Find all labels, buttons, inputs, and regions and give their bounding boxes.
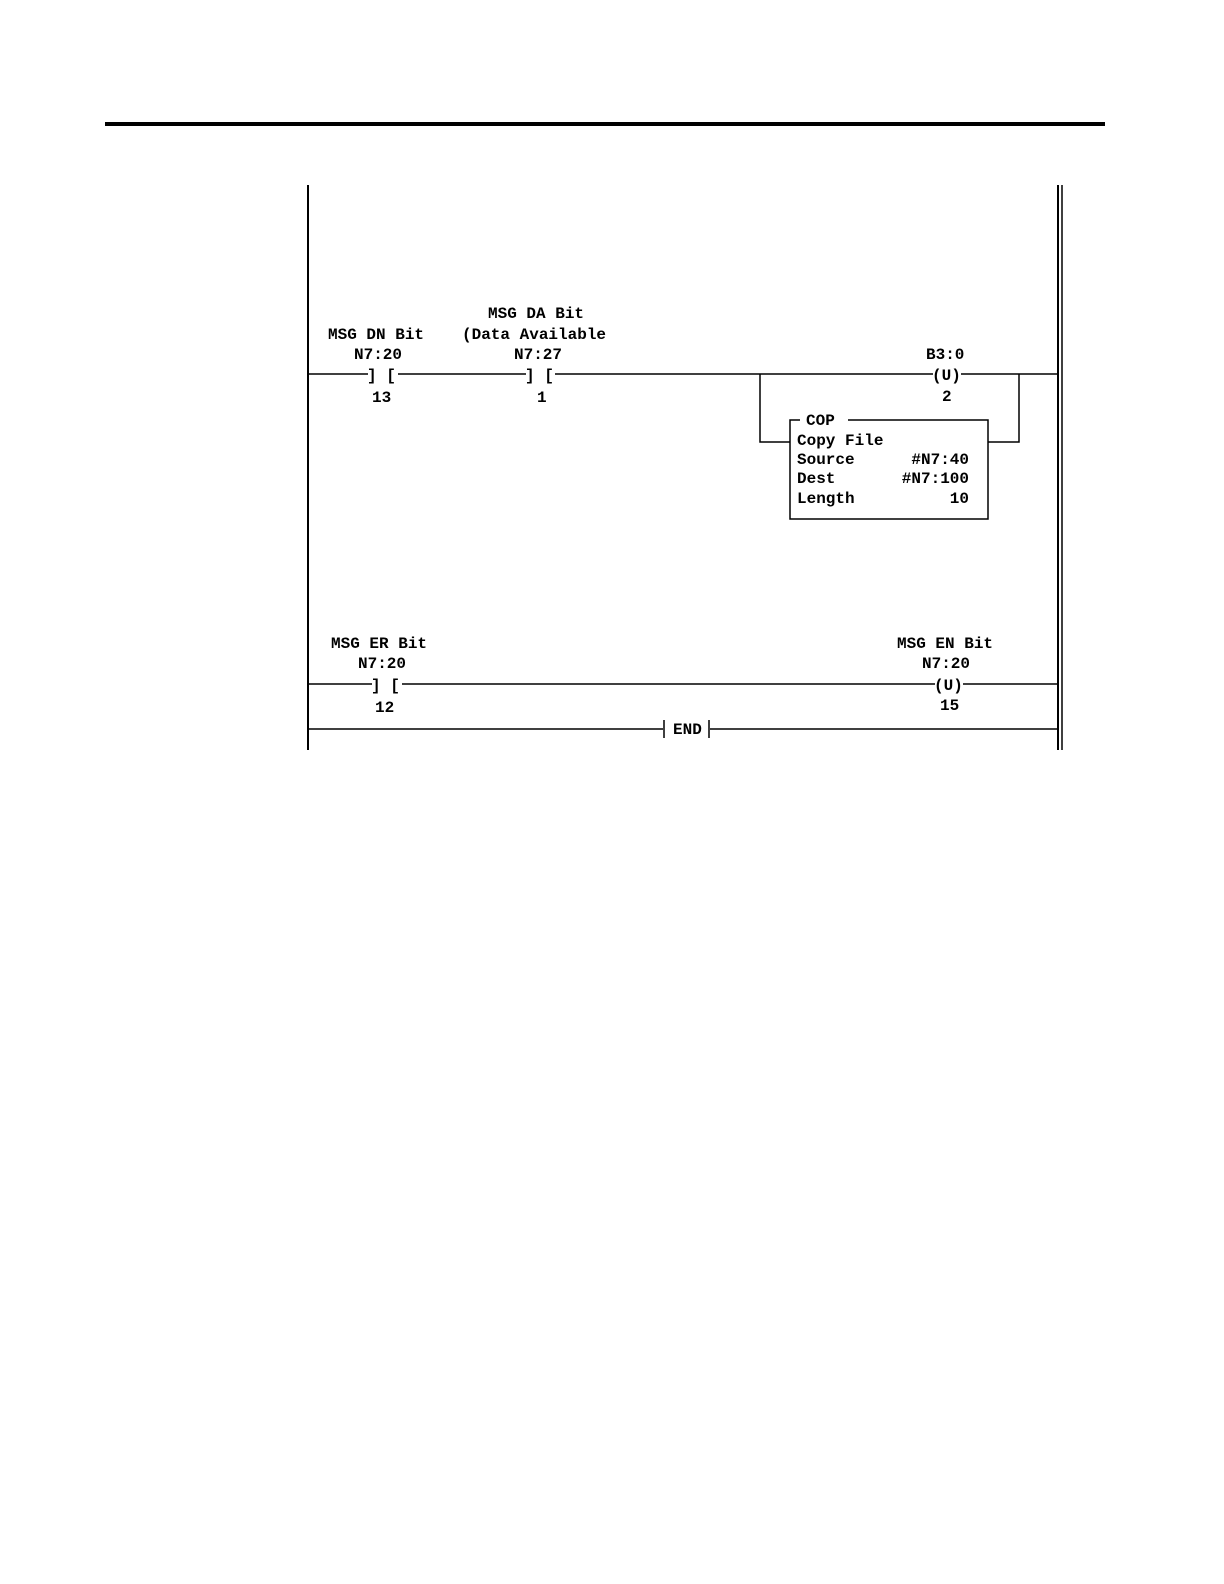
rung2-contact-bit: 12	[375, 699, 395, 717]
rung1-branch-right	[988, 374, 1019, 442]
cop-length-label: Length	[797, 490, 855, 508]
cop-source-value: #N7:40	[911, 451, 969, 469]
rung2-coil-desc: MSG EN Bit	[897, 635, 994, 653]
rung1-coil-address: B3:0	[926, 346, 965, 364]
cop-source-label: Source	[797, 451, 855, 469]
cop-subtitle: Copy File	[797, 432, 884, 450]
rung1-contact2-desc-line2: (Data Available	[462, 326, 607, 344]
cop-length-value: 10	[949, 490, 969, 508]
rung2-coil-bit: 15	[940, 697, 960, 715]
cop-title: COP	[806, 412, 835, 430]
rung2-coil-address: N7:20	[922, 655, 971, 673]
rung1-contact1-address: N7:20	[354, 346, 403, 364]
rung1-contact2-address: N7:27	[514, 346, 563, 364]
rung2-contact-symbol: ] [	[371, 677, 400, 695]
rung2-coil-symbol: (U)	[934, 677, 963, 695]
rung1-coil-bit: 2	[942, 388, 952, 406]
rung1-contact2-desc-line1: MSG DA Bit	[488, 305, 585, 323]
rung1-contact2-symbol: ] [	[525, 367, 554, 385]
cop-dest-label: Dest	[797, 470, 836, 488]
rung1-coil-symbol: (U)	[932, 367, 961, 385]
rung2-contact-desc: MSG ER Bit	[331, 635, 428, 653]
cop-dest-value: #N7:100	[901, 470, 969, 488]
rung1-branch-left	[760, 374, 790, 442]
rung1-contact1-bit: 13	[372, 389, 392, 407]
rung2-contact-address: N7:20	[358, 655, 407, 673]
end-label: END	[673, 721, 702, 739]
rung1-contact2-bit: 1	[537, 389, 547, 407]
rung1-contact1-desc: MSG DN Bit	[328, 326, 425, 344]
rung1-contact1-symbol: ] [	[367, 367, 396, 385]
